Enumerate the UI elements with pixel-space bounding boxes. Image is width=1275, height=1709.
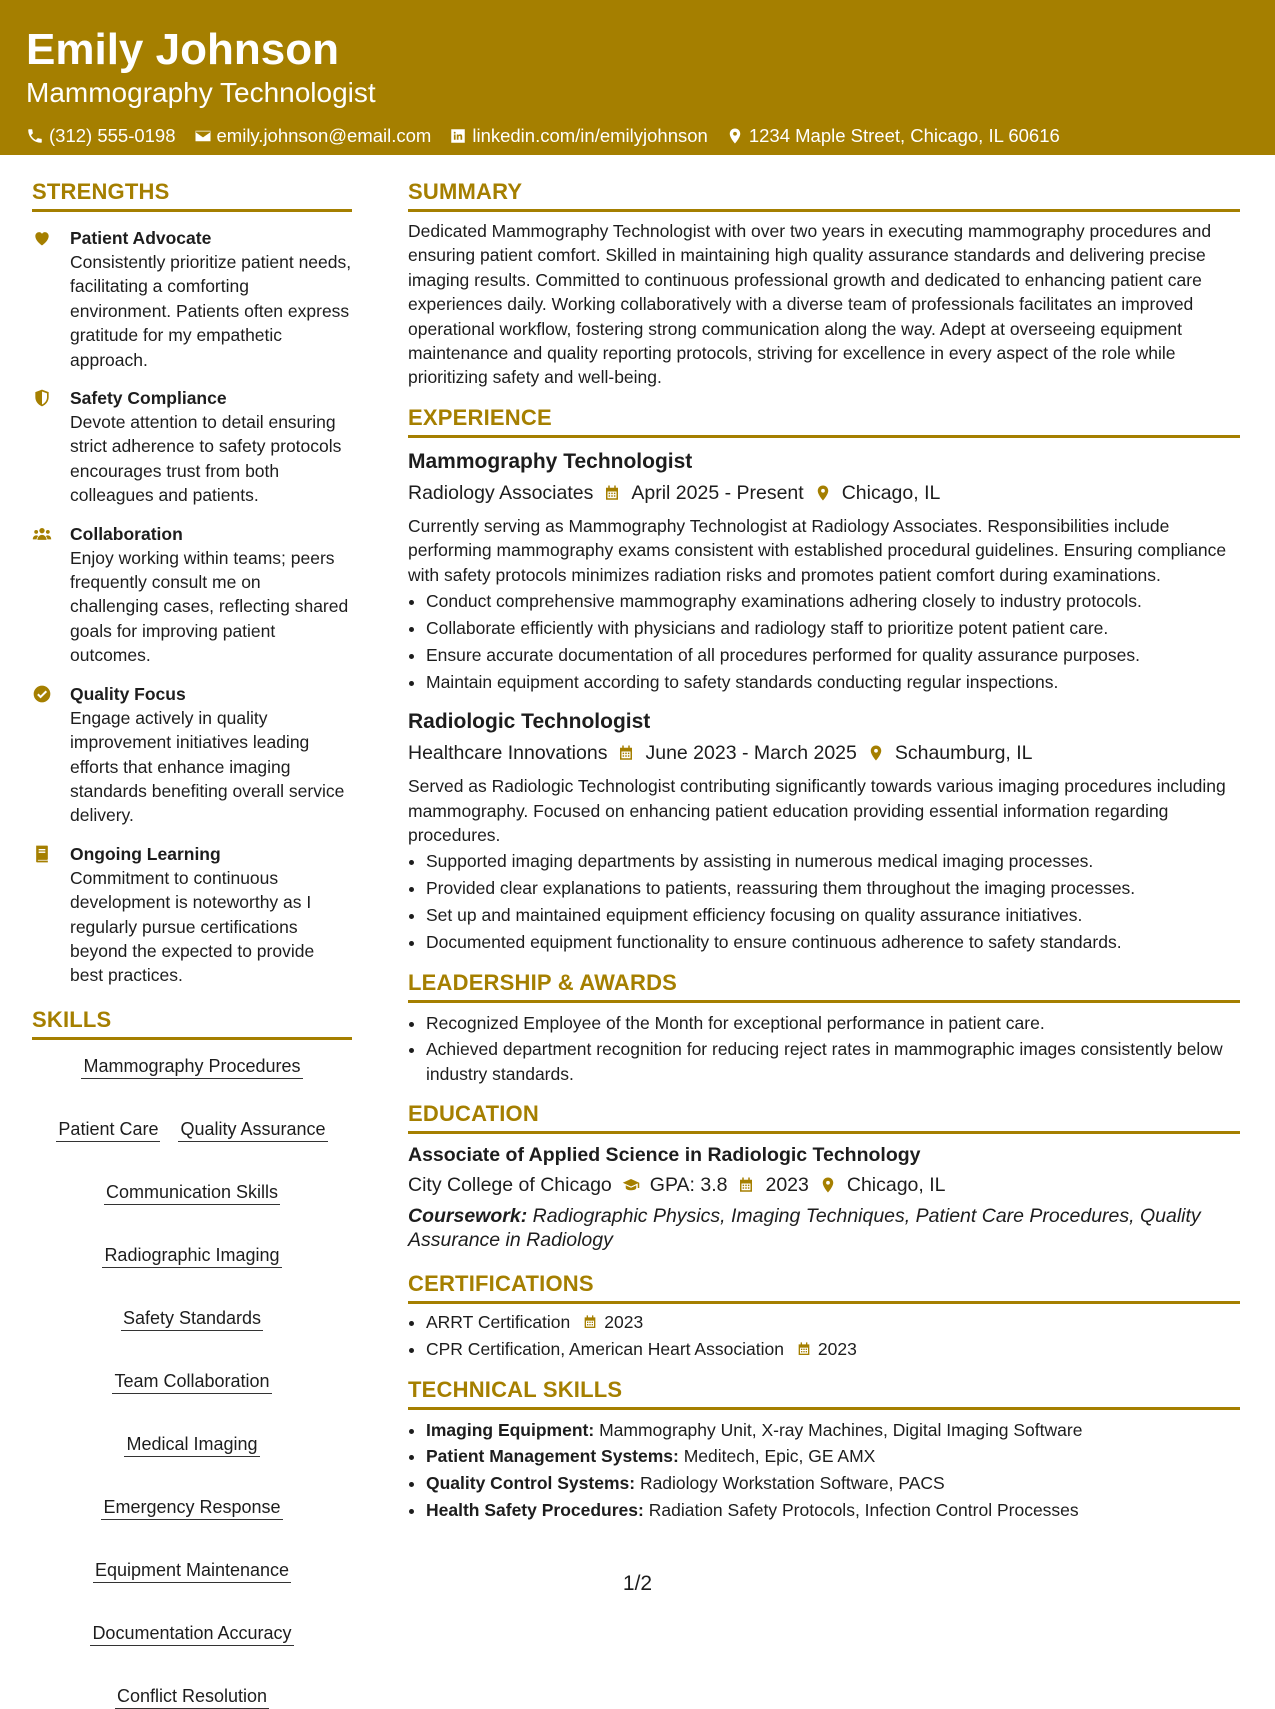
strength-item xyxy=(32,386,352,508)
skill-tag: Mammography Procedures xyxy=(81,1054,302,1079)
list-item: • Achieved department recognition for reducing reject rates in mammographic images consistently below industry standards. xyxy=(426,1037,1240,1086)
cert-name: • ARRT Certification xyxy=(426,1312,571,1333)
map-pin-icon xyxy=(814,484,832,502)
envelope-icon xyxy=(194,127,212,145)
strength-desc: Devote attention to detail ensuring strict adherence to safety protocols encourages trust from both colleagues and patients. xyxy=(70,412,342,506)
coursework-label: Coursework: xyxy=(408,1205,528,1228)
technical-skills-title: TECHNICAL SKILLS xyxy=(408,1376,1240,1410)
list-item: • Provided clear explanations to patients, reassuring them throughout the imaging processes. xyxy=(426,876,1240,900)
strength-desc: Engage actively in quality improvement initiatives leading efforts that enhance imaging standards benefiting overall service delivery. xyxy=(70,707,345,826)
tech-label: Patient Management Systems: xyxy=(426,1446,679,1467)
tech-label: Imaging Equipment: xyxy=(426,1419,595,1440)
tech-value: Radiology Workstation Software, PACS xyxy=(635,1473,945,1494)
calendar-icon xyxy=(582,1314,598,1330)
contact-phone[interactable] xyxy=(26,124,176,148)
list-item xyxy=(426,1418,1240,1442)
map-pin-icon xyxy=(726,127,744,145)
contact-linkedin[interactable] xyxy=(449,124,707,148)
skill-tag: Emergency Response xyxy=(101,1495,282,1520)
list-item xyxy=(426,1444,1240,1468)
contact-email[interactable] xyxy=(194,124,432,148)
strengths-title: STRENGTHS xyxy=(32,178,352,212)
job-dates: June 2023 - March 2025 xyxy=(645,742,857,765)
list-item xyxy=(426,1337,1240,1361)
coursework-text: Radiographic Physics, Imaging Techniques, Patient Care Procedures, Quality Assurance in Radiology xyxy=(408,1205,1201,1252)
education-school: City College of Chicago xyxy=(408,1174,612,1197)
strength-title: Ongoing Learning xyxy=(70,843,221,864)
skill-tag: Radiographic Imaging xyxy=(102,1243,281,1268)
leadership-list xyxy=(408,1011,1240,1087)
job-company: Radiology Associates xyxy=(408,481,594,504)
job-title: Radiologic Technologist xyxy=(408,710,651,734)
email-text: emily.johnson@email.com xyxy=(216,125,432,146)
job-bullets xyxy=(408,589,1240,694)
heart-icon xyxy=(32,228,52,248)
education-meta xyxy=(408,1170,1240,1200)
tech-label: Health Safety Procedures: xyxy=(426,1500,644,1521)
skills-title: SKILLS xyxy=(32,1006,352,1040)
strength-desc: Commitment to continuous development is noteworthy as I regularly pursue certifications beyond the expected to provide best practices. xyxy=(70,867,315,986)
map-pin-icon xyxy=(819,1176,837,1194)
technical-skills-list xyxy=(408,1418,1240,1523)
job-bullets xyxy=(408,849,1240,954)
resume-header xyxy=(0,0,1275,155)
cert-name: • CPR Certification, American Heart Association xyxy=(426,1339,784,1360)
candidate-role: Mammography Technologist xyxy=(26,77,376,108)
summary-text: Dedicated Mammography Technologist with over two years in executing mammography procedures and ensuring patient comfort. Skilled in maintaining high quality assurance standards and delivering precise imaging results. Committed to continuous professional growth and dedicated to enhancing patient care experiences daily. Working collaboratively with a diverse team of professionals facilitates an improved operational workflow, fostering strong communication along the way. Adept at overseeing equipment maintenance and quality reporting protocols, striving for excellence in every aspect of the role while prioritizing safety and well-being. xyxy=(408,221,1212,388)
education-gpa: GPA: 3.8 xyxy=(649,1174,728,1197)
calendar-icon xyxy=(617,744,635,762)
job-description: Currently serving as Mammography Technologist at Radiology Associates. Responsibilities include performing mammography exams consistent with established procedural guidelines. Ensuring compliance with safety protocols minimizes radiation risks and promotes patient comfort during examinations. xyxy=(408,515,1227,585)
certifications-list xyxy=(408,1310,1240,1361)
page-number: 1/2 xyxy=(622,1572,653,1595)
graduation-cap-icon xyxy=(622,1176,640,1194)
calendar-icon xyxy=(737,1176,755,1194)
strength-item xyxy=(32,842,352,988)
list-item xyxy=(426,1498,1240,1522)
job-description: Served as Radiologic Technologist contributing significantly towards various imaging procedures including mammography. Focused on enhancing patient education providing essential information regarding procedures. xyxy=(408,776,1226,845)
list-item xyxy=(426,1471,1240,1495)
left-column xyxy=(32,178,352,1709)
list-item: • Conduct comprehensive mammography examinations adhering closely to industry protocols. xyxy=(426,589,1240,613)
strength-item xyxy=(32,522,352,668)
strength-desc: Consistently prioritize patient needs, facilitating a comforting environment. Patients often express gratitude for my empathetic approach. xyxy=(70,252,352,370)
education-title: EDUCATION xyxy=(408,1100,1240,1134)
users-icon xyxy=(32,524,52,544)
strength-title: Patient Advocate xyxy=(70,228,212,248)
address-text: 1234 Maple Street, Chicago, IL 60616 xyxy=(748,125,1060,146)
skill-tag: Quality Assurance xyxy=(178,1117,327,1142)
contact-address xyxy=(726,124,1060,148)
job-meta xyxy=(408,738,1240,768)
list-item: • Maintain equipment according to safety standards conducting regular inspections. xyxy=(426,670,1240,694)
tech-value: Mammography Unit, X-ray Machines, Digital Imaging Software xyxy=(594,1419,1083,1440)
contact-bar xyxy=(26,124,1249,148)
list-item: • Documented equipment functionality to ensure continuous adherence to safety standards. xyxy=(426,930,1240,954)
check-circle-icon xyxy=(32,684,52,704)
tech-value: Radiation Safety Protocols, Infection Control Processes xyxy=(643,1500,1079,1521)
tech-value: Meditech, Epic, GE AMX xyxy=(678,1446,876,1467)
strength-item xyxy=(32,682,352,828)
shield-icon xyxy=(32,388,52,408)
strength-title: Safety Compliance xyxy=(70,388,227,409)
right-column xyxy=(408,178,1240,1525)
skills-list xyxy=(32,1054,352,1709)
strength-desc: Enjoy working within teams; peers frequently consult me on challenging cases, reflecting shared goals for improving patient outcomes. xyxy=(70,547,349,666)
list-item: • Ensure accurate documentation of all procedures performed for quality assurance purposes. xyxy=(426,643,1240,667)
book-icon xyxy=(32,844,52,864)
education-coursework xyxy=(408,1204,1240,1252)
job-location: Chicago, IL xyxy=(841,481,941,504)
linkedin-text: linkedin.com/in/emilyjohnson xyxy=(472,125,708,146)
education-year: 2023 xyxy=(765,1174,809,1197)
skill-tag: Safety Standards xyxy=(121,1306,263,1331)
strength-title: Quality Focus xyxy=(70,683,186,704)
skill-tag: Communication Skills xyxy=(104,1180,280,1205)
tech-label: Quality Control Systems: xyxy=(426,1473,636,1494)
strength-title: Collaboration xyxy=(70,523,183,544)
skill-tag: Equipment Maintenance xyxy=(93,1558,291,1583)
certifications-title: CERTIFICATIONS xyxy=(408,1270,1240,1304)
strengths-list xyxy=(32,226,352,988)
job-meta xyxy=(408,478,1240,508)
list-item: • Collaborate efficiently with physicians and radiology staff to prioritize potent patient care. xyxy=(426,616,1240,640)
list-item: • Set up and maintained equipment efficiency focusing on quality assurance initiatives. xyxy=(426,903,1240,927)
job-dates: April 2025 - Present xyxy=(631,481,804,504)
education-location: Chicago, IL xyxy=(846,1174,946,1197)
job-company: Healthcare Innovations xyxy=(408,742,608,765)
education-degree: Associate of Applied Science in Radiologic Technology xyxy=(408,1144,921,1167)
strength-item xyxy=(32,226,352,372)
list-item: • Recognized Employee of the Month for exceptional performance in patient care. xyxy=(426,1011,1240,1035)
leadership-title: LEADERSHIP & AWARDS xyxy=(408,969,1240,1003)
skill-tag: Documentation Accuracy xyxy=(90,1621,293,1646)
calendar-icon xyxy=(603,484,621,502)
list-item xyxy=(426,1310,1240,1334)
skill-tag: Patient Care xyxy=(56,1117,160,1142)
skill-tag: Conflict Resolution xyxy=(115,1684,269,1709)
job-title: Mammography Technologist xyxy=(408,449,693,473)
skill-tag: Medical Imaging xyxy=(124,1432,259,1457)
summary-title: SUMMARY xyxy=(408,178,1240,212)
linkedin-icon xyxy=(449,127,467,145)
phone-icon xyxy=(26,127,44,145)
map-pin-icon xyxy=(867,744,885,762)
job-location: Schaumburg, IL xyxy=(894,742,1033,765)
cert-year: 2023 xyxy=(817,1339,857,1360)
calendar-icon xyxy=(796,1341,812,1357)
job-entry xyxy=(408,708,1240,954)
job-entry xyxy=(408,448,1240,694)
candidate-name: Emily Johnson xyxy=(26,25,339,74)
skill-tag: Team Collaboration xyxy=(112,1369,271,1394)
phone-text: (312) 555-0198 xyxy=(49,125,176,146)
experience-title: EXPERIENCE xyxy=(408,404,1240,438)
cert-year: 2023 xyxy=(604,1312,644,1333)
list-item: • Supported imaging departments by assisting in numerous medical imaging processes. xyxy=(426,849,1240,873)
